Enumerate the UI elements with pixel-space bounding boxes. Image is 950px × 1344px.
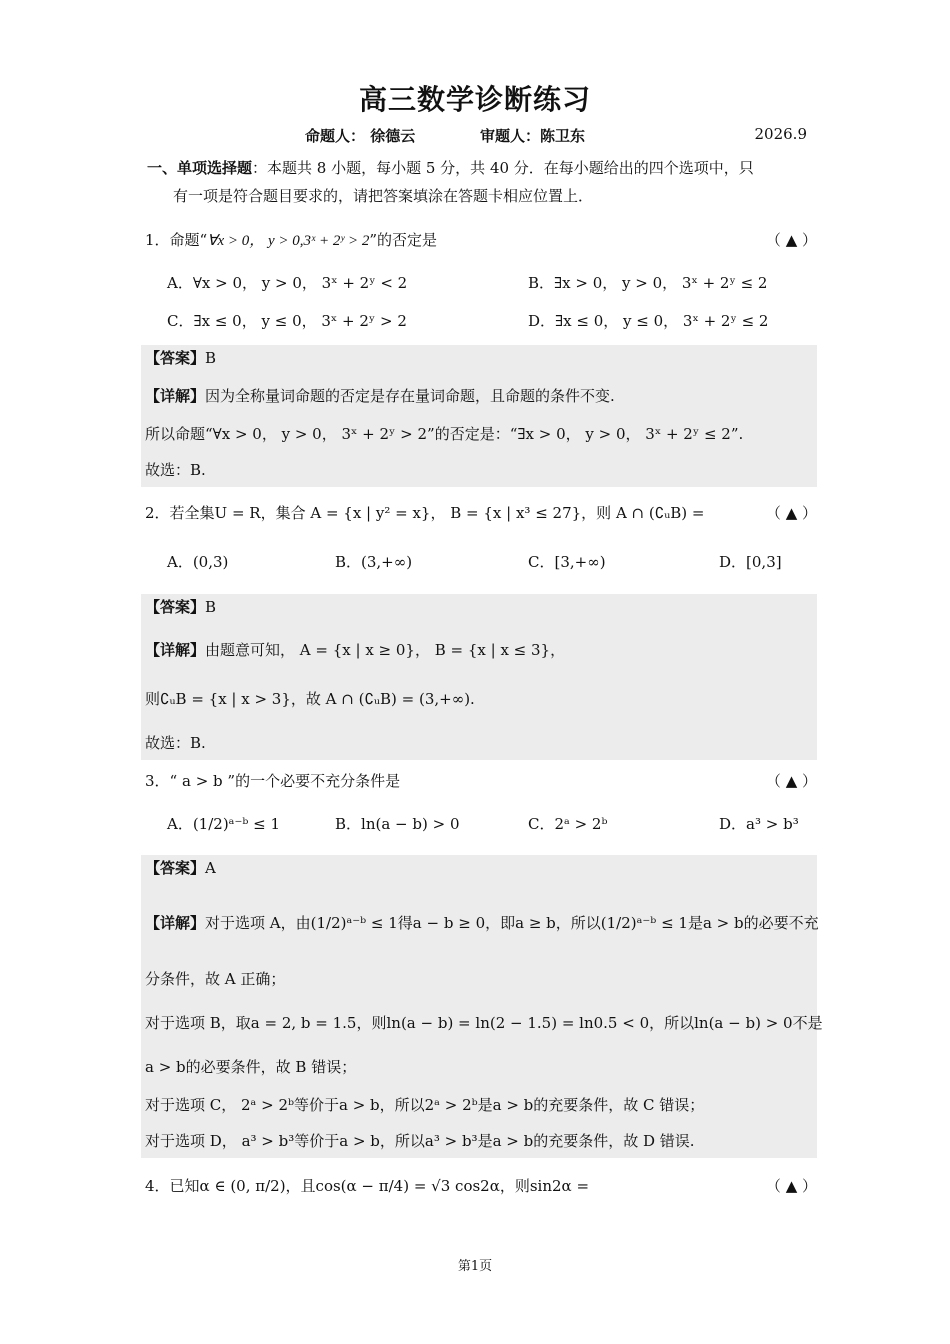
answer-mark: （ ▲ ） — [765, 772, 817, 790]
section-instructions — [147, 154, 817, 210]
q1-option-d: D．∃x ≤ 0， y ≤ 0， 3ˣ + 2ʸ ≤ 2 — [528, 312, 769, 330]
q3-option-a: A．(1/2)ᵃ⁻ᵇ ≤ 1 — [167, 815, 281, 833]
q1-answer: B — [205, 349, 217, 367]
answer-tag: 【答案】 — [145, 598, 206, 616]
page-title: 高三数学诊断练习 — [358, 83, 591, 116]
q1-option-c: C．∃x ≤ 0， y ≤ 0， 3ˣ + 2ʸ > 2 — [167, 312, 407, 330]
q3-option-d: D．a³ > b³ — [719, 815, 799, 833]
q1-detail-2: 所以命题“∀x > 0， y > 0， 3ˣ + 2ʸ > 2”的否定是：“∃x > 0， y > 0， 3ˣ + 2ʸ ≤ 2”. — [145, 425, 744, 443]
answer-tag: 【答案】 — [145, 859, 206, 877]
detail-tag: 【详解】 — [145, 914, 206, 932]
q3-detail-1: 对于选项 A，由(1/2)ᵃ⁻ᵇ ≤ 1得a − b ≥ 0，即a ≥ b，所以(1/2)ᵃ⁻ᵇ ≤ 1是a > b的必要不充 — [205, 914, 819, 932]
q1-detail-1: 因为全称量词命题的否定是存在量词命题，且命题的条件不变. — [205, 387, 615, 405]
q2-option-b: B．(3,+∞) — [335, 553, 413, 571]
q2-option-c: C．[3,+∞) — [528, 553, 606, 571]
page-number: 第1页 — [457, 1259, 493, 1274]
q1-stem-math: ∀x > 0， y > 0,3ˣ + 2ʸ > 2 — [207, 233, 370, 249]
q3-detail-5: 对于选项 C， 2ᵃ > 2ᵇ等价于a > b，所以2ᵃ > 2ᵇ是a > b的充要条件，故 C 错误； — [145, 1096, 705, 1114]
q1-stem-tail: ”的否定是 — [369, 231, 438, 249]
q2-detail-3: 故选：B. — [145, 734, 206, 752]
q3-answer: A — [205, 859, 216, 877]
q3-detail-3: 对于选项 B，取a = 2, b = 1.5，则ln(a − b) = ln(2 − 1.5) = ln0.5 < 0，所以ln(a − b) > 0不是 — [145, 1014, 823, 1032]
q3-option-c: C．2ᵃ > 2ᵇ — [528, 815, 608, 833]
question-2-stem: 2．若全集U = R，集合 A = {x | y² = x}， B = {x | x³ ≤ 27}，则 A ∩ (∁ᵤB) = — [145, 504, 705, 522]
q2-answer-box — [141, 594, 817, 760]
q2-option-d: D．[0,3] — [719, 553, 782, 571]
section-desc-line1: ：本题共 8 小题，每小题 5 分，共 40 分．在每小题给出的四个选项中，只 — [252, 159, 754, 177]
q1-option-a: A．∀x > 0， y > 0， 3ˣ + 2ʸ < 2 — [167, 274, 408, 292]
q1-answer-box — [141, 345, 817, 487]
q2-answer: B — [205, 598, 217, 616]
q3-answer-box — [141, 855, 823, 1158]
q2-detail-2: 则∁ᵤB = {x | x > 3}，故 A ∩ (∁ᵤB) = (3,+∞). — [145, 690, 475, 708]
exam-date: 2026.9 — [754, 125, 807, 143]
q1-option-b: B．∃x > 0， y > 0， 3ˣ + 2ʸ ≤ 2 — [528, 274, 768, 292]
detail-tag: 【详解】 — [145, 641, 206, 659]
q3-option-b: B．ln(a − b) > 0 — [335, 815, 460, 833]
answer-mark: （ ▲ ） — [765, 231, 817, 249]
question-4-stem: 4．已知α ∈ (0, π/2)，且cos(α − π/4) = √3 cos2α，则sin2α = — [145, 1177, 590, 1195]
section-heading: 一、单项选择题 — [147, 159, 253, 177]
answer-tag: 【答案】 — [145, 349, 206, 367]
q2-detail-1: 由题意可知， A = {x | x ≥ 0}， B = {x | x ≤ 3}， — [205, 641, 566, 659]
q2-option-a: A．(0,3) — [167, 553, 229, 571]
author-label: 命题人： 徐德云 — [305, 127, 416, 145]
q3-detail-2: 分条件，故 A 正确； — [145, 970, 286, 988]
section-desc-line2: 有一项是符合题目要求的，请把答案填涂在答题卡相应位置上． — [173, 187, 594, 205]
answer-mark: （ ▲ ） — [765, 1177, 817, 1195]
detail-tag: 【详解】 — [145, 387, 206, 405]
q3-detail-4: a > b的必要条件，故 B 错误； — [145, 1058, 357, 1076]
q1-number: 1．命题“ — [145, 231, 208, 249]
q3-detail-6: 对于选项 D， a³ > b³等价于a > b，所以a³ > b³是a > b的充要条件，故 D 错误. — [145, 1132, 695, 1150]
answer-mark: （ ▲ ） — [765, 504, 817, 522]
reviewer-label: 审题人：陈卫东 — [480, 127, 586, 145]
question-1-stem — [145, 229, 437, 250]
q1-detail-3: 故选：B. — [145, 461, 206, 479]
question-3-stem: 3．“ a > b ”的一个必要不充分条件是 — [145, 772, 401, 790]
